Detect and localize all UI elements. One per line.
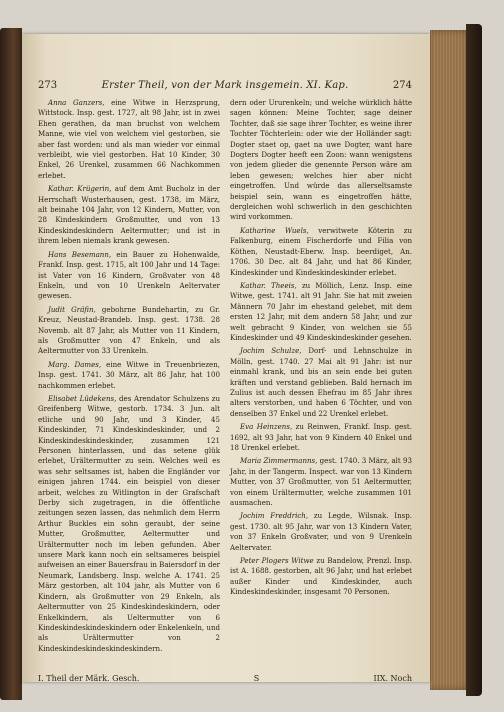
entry: Katharine Wuels, verwitwete Köterin zu Falkenburg, einem Fischerdorfe und Filia von Köthen, Neustadt-Eberw. Insp. beerdiget, An. 1706. 30 Dec. alt 84 Jahr, und hat 86 Kinder, Kindeskinder und Kindeskindeskinder erlebet.: [230, 225, 412, 277]
entry: Judit Gräfin, gebohrne Bundehartin, zu Gr. Kreuz, Neustad-Brandeb. Insp. gest. 1738. 28 Novemb. alt 87 Jahr, als Mutter von 11 Kindern, als Großmutter von 47 Enkeln, und als Aeltermutter von 33 Urenkeln.: [38, 304, 220, 356]
footer-catchword: IIX. Noch: [373, 674, 412, 683]
entry: Anna Ganzers, eine Witwe in Herzsprung, Wittstock. Insp. gest. 1727, alt 98 Jahr, ist in zwei Ehen gerathen, da man bruchst von welchem Manne, wie viel von welchem viel gestorben, sie aber fast worden: und als man wieder vor einmal verbleibt, wie viel gestorben. Hat 10 Kinder, 30 Enkel, 26 Urenkel, zusammen 66 Nachkommen erlebet.: [38, 98, 220, 180]
page-number-right: 274: [392, 80, 412, 91]
page-header: [38, 80, 412, 91]
page-footer: [38, 674, 412, 683]
entry: Jochim Freddrich, zu Legde, Wilsnak. Insp. gest. 1730. alt 95 Jahr, war von 13 Kindern Vater, von 37 Enkeln Großvater, und von 9 Urenkeln Aeltervater.: [230, 511, 412, 552]
entry: Maria Zimmermanns, gest. 1740. 3 März, alt 93 Jahr, in der Tangerm. Inspect. war von 13 Kindern Mutter, von 37 Großmutter, von 51 Aeltermutter, von einem Urältermutter, welche zusammen 101 ausmachen.: [230, 456, 412, 508]
entry: Marg. Dames, eine Witwe in Treuenbriezen, Insp. gest. 1741. 30 März, alt 86 Jahr, hat 100 nachkommen erlebet.: [38, 359, 220, 390]
entry: Peter Plogers Witwe zu Bandelow, Prenzl. Insp. ist A. 1688. gestorben, alt 96 Jahr, und hat erlebet außer Kinder und Kindeskinder, auch Kindeskindeskinder, insgesamt 70 Personen.: [230, 556, 412, 597]
running-title: Erster Theil, von der Mark insgemein. XI. Kap.: [101, 80, 349, 91]
entry: Elisabet Lüdekens, des Arendator Schulzens zu Greifenberg Witwe, gestorb. 1734. 3 Jun. alt etliche und 90 Jahr, und 3 Kinder, 45 Kindeskinder, 71 Kindeskindeskinder, und 2 Kindeskindeskindeskinder, zusammen 121 Personen hinterlassen, und das setene glük erlebet, Urältermutter zu sein. Welches weil es was sehr seltsames ist, haben die Engländer vor einigen jahren 1744. ein beispiel von dieser arbeit, welches zu Witlington in der Grafschaft Derby sich zugetragen, in die öffentliche zeitungen sezen lassen, das nehmlich dem Herrn Arthur Buckles ein sohn geraubt, der seine Mutter, Großmutter, Aeltermutter und Urältermutter noch im leben gefunden. Aber unsere Mark kann noch ein seltsameres beispiel aufweisen an einer Bauersfrau in Baiersdorf in der Neumark, Landsberg. Insp. welche A. 1741. 25 März gestorben, alt 104 jahr, als Mutter von 6 Kindern, als Großmutter von 29 Enkeln, als Aeltermutter von 25 Kindeskindeskindern, oder Enkelkindern, als Ueltermutter von 6 Kindeskindeskindeskindern oder Enkelenkeln, und als Urältermutter von 2 Kindeskindeskindeskindeskindern.: [38, 393, 220, 653]
right-column: [230, 98, 412, 601]
footer-signature: I. Theil der Märk. Gesch.: [38, 674, 140, 683]
entry: Hans Besemann, ein Bauer zu Hohenwalde, Frankf. Insp. gest. 1715, alt 100 Jahr und 14 Tage: ist Vater von 16 Kindern, Großvater von 48 Enkeln, und von 10 Urenkeln Aeltervater gewesen.: [38, 249, 220, 301]
right-cover: [466, 24, 482, 696]
page-number-left: 273: [38, 80, 58, 91]
entry: Kathar. Krügerin, auf dem Amt Bucholz in der Herrschaft Wusterhausen, gest. 1738, im März, alt beinahe 104 Jahr, von 12 Kindern, Mutter, von 28 Kindeskindern Großmutter, und von 13 Kindeskindeskindern Aeltermutter; und ist in ihrem leben niemals krank gewesen.: [38, 184, 220, 246]
entry: Jochim Schulze, Dorf- und Lehnschulze in Mölln, gest. 1740. 27 Mai alt 91 Jahr: ist nur einmahl krank, und bis an sein ende bei guten kräften und verstand geblieben. Bald hernach im Zulius ist auch dessen Ehefrau im 85 Jahr ihres alters verstorben, und haben 6 Töchter, und von denselben 37 Enkel und 22 Urenkel erlebet.: [230, 346, 412, 418]
entry: Eva Heinzens, zu Reinwen, Frankf. Insp. gest. 1692, alt 93 Jahr, hat von 9 Kindern 40 Enkel und 18 Urenkel erlebet.: [230, 422, 412, 452]
book-page: [22, 34, 430, 682]
entry: Kathar. Theeis, zu Möllich, Lenz. Insp. eine Witwe, gest. 1741. alt 91 Jahr. Sie hat mit zweien Männern 70 Jahr im ehestand gelebet, mit dem ersten 12 Jahr, mit dem andern 58 Jahr, und zur welt gebracht 9 Kinder, von welchen sie 55 Kindeskinder und 49 Kindeskindeskinder gesehen.: [230, 280, 412, 342]
left-column: [38, 98, 220, 657]
footer-gathering-mark: S: [253, 674, 260, 683]
entry-continued: dern oder Ururenkeln; und welche würklich hätte sagen können: Meine Tochter, sage deiner Tochter, daß sie sage ihrer Tochter, es weine ihrer Tochter Töchterlein: oder wie der Holländer sagt: Dogter staet op, gaet na uwe Dogter, want hare Dogters Dogter heeft een Zoon: wann wenigstens von jedem glieder die genennte Person wäre am leben gewesen; welches hier aber nicht eingetroffen. Und würde das allerseltsamste beispiel sein, wann es eingetroffen hätte, dergleichen wohl schwerlich in den geschichten wird vorkommen.: [230, 98, 412, 222]
left-cover: [0, 28, 22, 700]
